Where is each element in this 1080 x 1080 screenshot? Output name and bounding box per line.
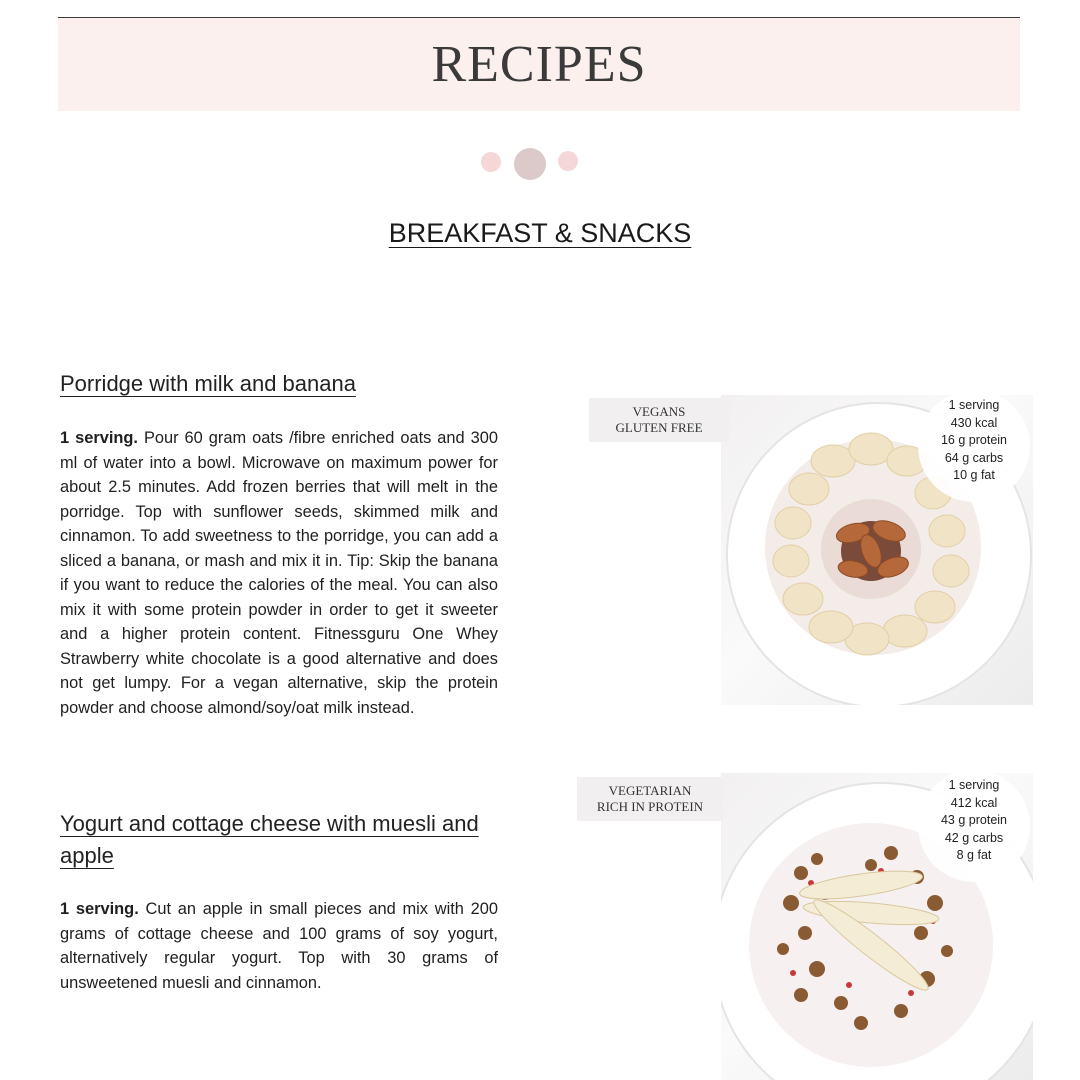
dot-1[interactable] [481, 152, 501, 172]
tag-rich-in-protein: RICH IN PROTEIN [596, 799, 704, 814]
nutrition-protein: 16 g protein [940, 433, 1008, 448]
nutrition-yogurt [918, 770, 1030, 882]
nutrition-serving: 1 serving [948, 398, 1000, 413]
page-title: RECIPES [431, 36, 647, 93]
recipe-text: Pour 60 gram oats /fibre enriched oats and 300 ml of water into a bowl. Microwave on maximum power for about 2.5 minutes. Add frozen berries that will melt in the porridge. Top with sunflower seeds, skimmed milk and cinnamon. To add sweetness to the porridge, you can add a sliced a banana, or mash and mix it in. Tip: Skip the banana if you want to reduce the calories of the meal. You can also mix it with some protein powder in order to get it sweeter and a higher protein content. Fitnessguru One Whey Strawberry white chocolate is a good alternative and does not get lumpy. For a vegan alternative, skip the protein powder and choose almond/soy/oat milk instead. [60, 429, 498, 717]
carousel-dots [0, 146, 1080, 180]
nutrition-serving: 1 serving [948, 778, 1000, 793]
tag-gluten-free: GLUTEN FREE [615, 420, 703, 435]
recipe-body-yogurt [60, 897, 498, 995]
recipe-title-yogurt: Yogurt and cottage cheese with muesli and apple [60, 811, 479, 868]
nutrition-protein: 43 g protein [940, 813, 1008, 828]
tag-vegetarian: VEGETARIAN [608, 783, 692, 798]
dot-3[interactable] [558, 151, 578, 171]
tag-vegans: VEGANS [632, 404, 686, 419]
nutrition-fat: 10 g fat [953, 468, 995, 483]
dot-2-active[interactable] [514, 148, 546, 180]
recipe-title-porridge: Porridge with milk and banana [60, 371, 356, 396]
recipe-body-porridge [60, 426, 498, 720]
serving-label: 1 serving. [60, 900, 139, 918]
serving-label: 1 serving. [60, 429, 138, 447]
nutrition-kcal: 430 kcal [950, 415, 998, 430]
recipe-text: Cut an apple in small pieces and mix with 200 grams of cottage cheese and 100 grams of soy yogurt, alternatively regular yogurt. Top with 30 grams of unsweetened muesli and cinnamon. [60, 900, 499, 992]
nutrition-porridge [918, 390, 1030, 502]
nutrition-kcal: 412 kcal [950, 795, 998, 810]
header-band [58, 18, 1020, 111]
nutrition-carbs: 42 g carbs [944, 830, 1004, 845]
section-title: BREAKFAST & SNACKS [388, 218, 692, 248]
tags-porridge [589, 398, 729, 442]
nutrition-carbs: 64 g carbs [944, 450, 1004, 465]
nutrition-fat: 8 g fat [956, 848, 992, 863]
tags-yogurt [577, 777, 723, 821]
